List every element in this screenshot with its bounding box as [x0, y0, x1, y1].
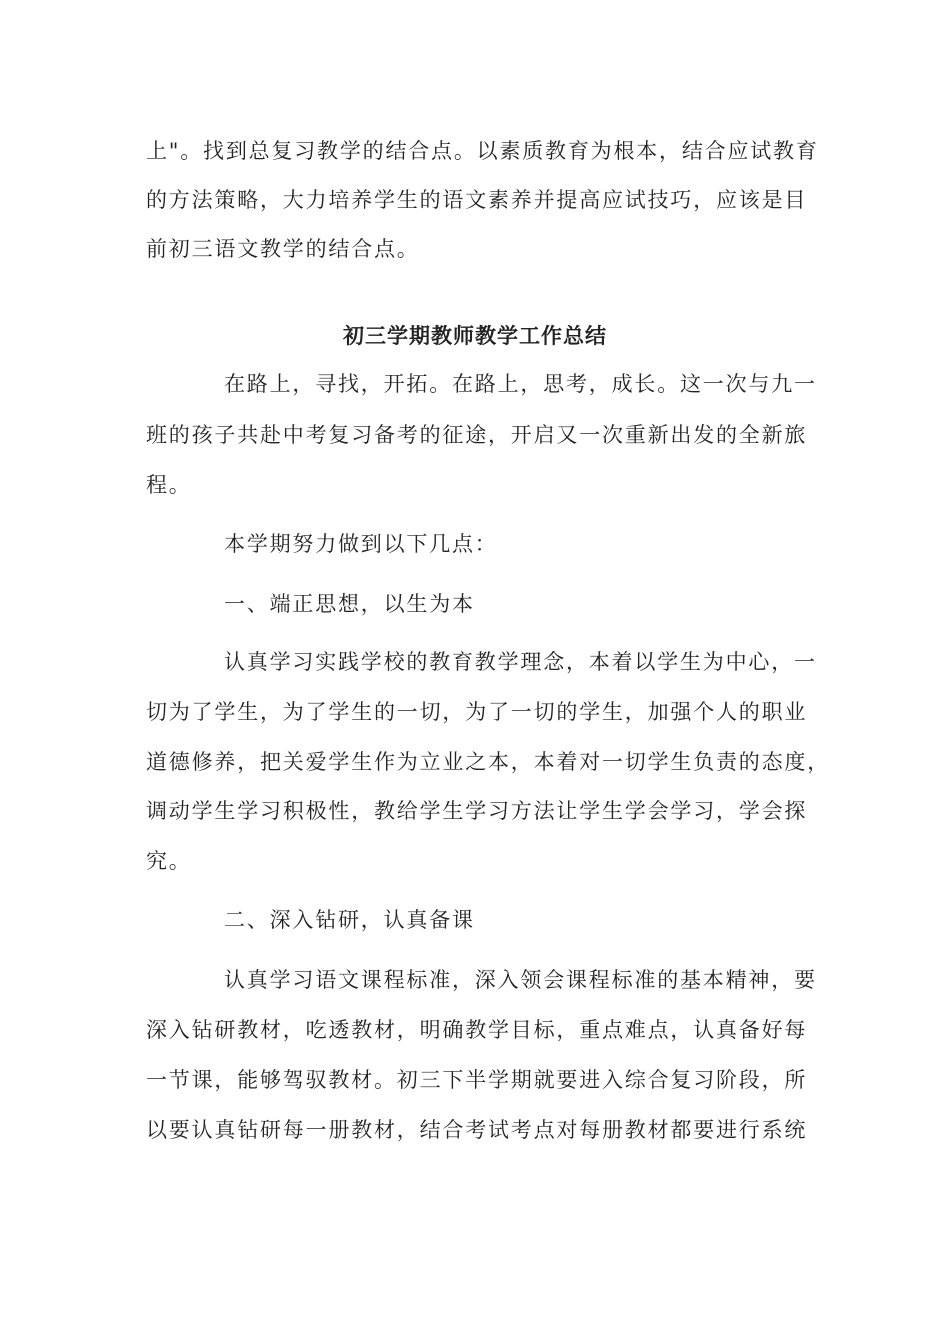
text-line: 深入钻研教材，吃透教材，明确教学目标，重点难点，认真备好每 [146, 1018, 808, 1042]
text-line: 上"。找到总复习教学的结合点。以素质教育为根本，结合应试教育 [146, 139, 819, 163]
text-line: 前初三语文教学的结合点。 [146, 237, 420, 261]
text-line: 班的孩子共赴中考复习备考的征途，开启又一次重新出发的全新旅 [146, 423, 808, 447]
lead-in-text: 本学期努力做到以下几点： [224, 532, 498, 556]
document-title: 初三学期教师教学工作总结 [343, 323, 607, 348]
text-line: 以要认真钻研每一册教材，结合考试考点对每册教材都要进行系统 [146, 1118, 808, 1142]
text-line: 切为了学生，为了学生的一切，为了一切的学生，加强个人的职业 [146, 700, 808, 724]
text-line: 认真学习语文课程标准，深入领会课程标准的基本精神，要 [224, 968, 817, 992]
text-line: 的方法策略，大力培养学生的语文素养并提高应试技巧，应该是目 [146, 188, 808, 212]
text-line: 究。 [146, 849, 192, 873]
section2-heading: 二、深入钻研，认真备课 [224, 908, 475, 932]
text-line: 一节课，能够驾驭教材。初三下半学期就要进入综合复习阶段，所 [146, 1068, 808, 1092]
text-line: 认真学习实践学校的教育教学理念，本着以学生为中心，一 [224, 650, 817, 674]
text-line: 道德修养，把关爱学生作为立业之本，本着对一切学生负责的态度， [146, 750, 830, 774]
section1-heading: 一、端正思想，以生为本 [224, 592, 475, 616]
text-line: 调动学生学习积极性，教给学生学习方法让学生学会学习，学会探 [146, 799, 808, 823]
text-line: 在路上，寻找，开拓。在路上，思考，成长。这一次与九一 [224, 372, 817, 396]
text-line: 程。 [146, 473, 192, 497]
